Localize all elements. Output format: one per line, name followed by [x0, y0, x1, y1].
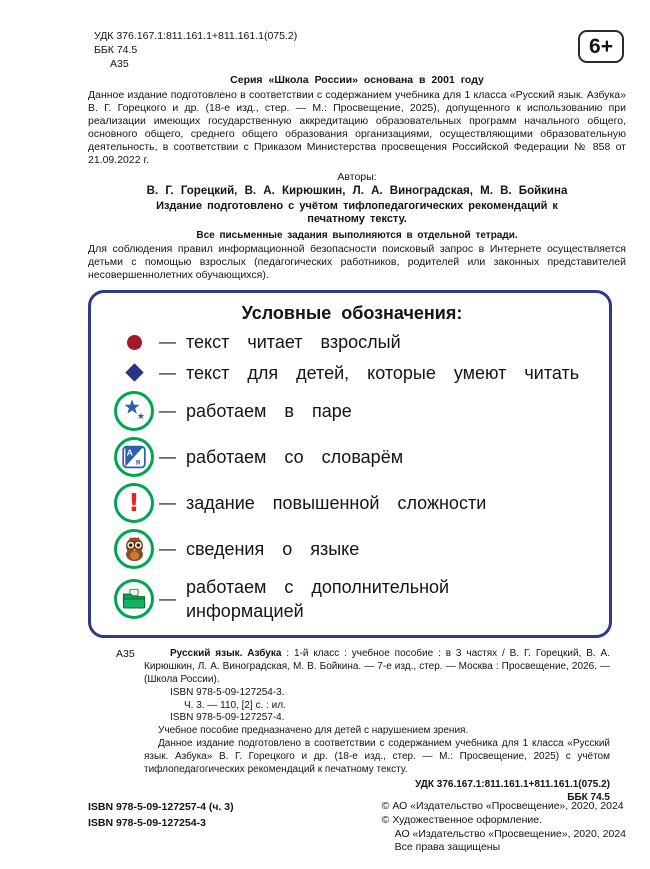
- legend-item-pair-work: [111, 391, 593, 431]
- legend-dash: —: [159, 538, 176, 558]
- blue-diamond-icon: [111, 366, 157, 379]
- legend-dash: —: [159, 446, 176, 466]
- tiflo-note: Издание подготовлено с учётом тифлопедагогических рекомендаций к печатному тексту.: [156, 199, 558, 226]
- notebook-note: Все письменные задания выполняются в отдельной тетради.: [196, 230, 518, 242]
- two-stars-glyph: [120, 396, 149, 425]
- legend-dash: —: [159, 589, 176, 609]
- footer-isbn-series: ISBN 978-5-09-127254-3: [88, 817, 206, 830]
- footer: [88, 800, 626, 855]
- folder-glyph: [121, 586, 147, 612]
- edition-paragraph: Данное издание подготовлено в соответствии с содержанием учебника для 1 класса «Русский язык. Азбука» В. Г. Горецкого и др. (18-е изд., стер. — М.: Просвещение, 2025), допущенного к использованию при реализации имеющих государственную аккредитацию образовательных программ начального общего, основного общего, среднего общего образования организациями, осуществляющими образовательную деятельность, в соответствии с Приказом Министерства просвещения Российской Федерации № 858 от 21.09.2022 г.: [88, 88, 626, 166]
- pair-work-stars-icon: [114, 391, 154, 431]
- footer-isbn-part: ISBN 978-5-09-127257-4 (ч. 3): [88, 801, 234, 814]
- catalog-record-title: Русский язык. Азбука: [170, 648, 282, 660]
- catalog-record-rest: : 1-й класс : учебное пособие : в 3 частях / В. Г. Горецкий, В. А. Кирюшкин, Л. А. Виноградская, М. В. Бойкина. — 7-е изд., стер. — Москва : Просвещение, 2026. — (Школа России).: [144, 648, 610, 685]
- legend-item-language-info: [111, 529, 593, 569]
- udk-block: [88, 30, 297, 72]
- legend-item-dictionary: [111, 437, 593, 477]
- age-rating-badge: 6+: [578, 30, 624, 63]
- owl-icon-cell: [111, 529, 157, 569]
- dictionary-icon: [114, 437, 154, 477]
- legend-box: [88, 290, 612, 638]
- legend-dash: —: [159, 492, 176, 512]
- authors-label: Авторы:: [337, 170, 377, 183]
- udk-line: УДК 376.167.1:811.161.1+811.161.1(075.2): [94, 30, 298, 42]
- exclamation-icon: [114, 483, 154, 523]
- pair-work-stars-icon-cell: [111, 391, 157, 431]
- red-dot-icon: [111, 335, 157, 350]
- legend-title: Условные обозначения:: [241, 303, 463, 324]
- catalog-isbn-part: ISBN 978-5-09-127257-4.: [170, 712, 285, 724]
- legend-item-label: работаем со словарём: [186, 446, 404, 467]
- folder-icon: [114, 579, 154, 619]
- exclamation-glyph: !: [128, 488, 140, 518]
- exclamation-icon-cell: [111, 483, 157, 523]
- copyright-line: © Художественное оформление.: [381, 814, 543, 827]
- dictionary-icon-cell: [111, 437, 157, 477]
- dictionary-book-glyph: [121, 444, 147, 470]
- catalog-author-sign: А35: [116, 648, 135, 661]
- footer-isbn-block: [88, 800, 234, 855]
- owl-glyph: [121, 535, 148, 562]
- series-line: Серия «Школа России» основана в 2001 году: [230, 73, 484, 86]
- catalog-bbk: ББК 74.5: [567, 792, 610, 804]
- legend-item-label: текст читает взрослый: [186, 332, 401, 353]
- legend-dash: —: [159, 332, 176, 352]
- legend-item-label: сведения о языке: [186, 538, 360, 559]
- legend-item-additional-info: [111, 575, 593, 624]
- safety-note: Для соблюдения правил информационной безопасности поисковый запрос в Интернете осуществляется детьми с помощью взрослых (педагогических работников, родителей или законных представителей несовершеннолетних обучающихся).: [88, 243, 626, 282]
- author-sign-code: А35: [110, 57, 129, 70]
- copyright-line: АО «Издательство «Просвещение», 2020, 2024: [394, 827, 626, 840]
- copyright-line: Все права защищены: [394, 841, 501, 854]
- catalog-note-edition: Данное издание подготовлено в соответствии с содержанием учебника для 1 класса «Русский язык. Азбука» В. Г. Горецкого и др. (18-е изд., стер. — М.: Просвещение, 2025) с учётом тифлопедагогических рекомендаций к печатному тексту.: [144, 737, 610, 775]
- legend-item-advanced-task: [111, 483, 593, 523]
- catalog-record-block: [116, 648, 610, 804]
- legend-item-adult-text: [111, 330, 593, 354]
- legend-dash: —: [159, 400, 176, 420]
- legend-item-label: текст для детей, которые умеют читать: [186, 362, 580, 383]
- catalog-udk: УДК 376.167.1:811.161.1+811.161.1(075.2): [415, 779, 610, 791]
- authors-line: В. Г. Горецкий, В. А. Кирюшкин, Л. А. Виноградская, М. В. Бойкина: [146, 184, 568, 197]
- legend-item-label: работаем в паре: [186, 400, 352, 421]
- top-row: [88, 30, 626, 72]
- footer-copyright-block: [382, 800, 626, 855]
- owl-icon: [114, 529, 154, 569]
- legend-item-children-text: [111, 361, 593, 385]
- legend-item-label: задание повышенной сложности: [186, 492, 487, 513]
- svg-text:я: я: [135, 457, 141, 467]
- legend-item-label: работаем с дополнительной информацией: [186, 576, 450, 622]
- catalog-record: [144, 648, 610, 686]
- catalog-isbn-series: ISBN 978-5-09-127254-3.: [170, 686, 285, 698]
- copyright-line: © АО «Издательство «Просвещение», 2020, 2024: [381, 800, 624, 813]
- legend-dash: —: [159, 362, 176, 382]
- catalog-part-line: Ч. 3. — 110, [2] с. : ил.: [184, 699, 286, 711]
- svg-text:А: А: [126, 447, 133, 458]
- folder-icon-cell: [111, 579, 157, 619]
- bbk-line: ББК 74.5: [94, 43, 138, 56]
- catalog-note-vision: Учебное пособие предназначено для детей с нарушением зрения.: [158, 725, 469, 737]
